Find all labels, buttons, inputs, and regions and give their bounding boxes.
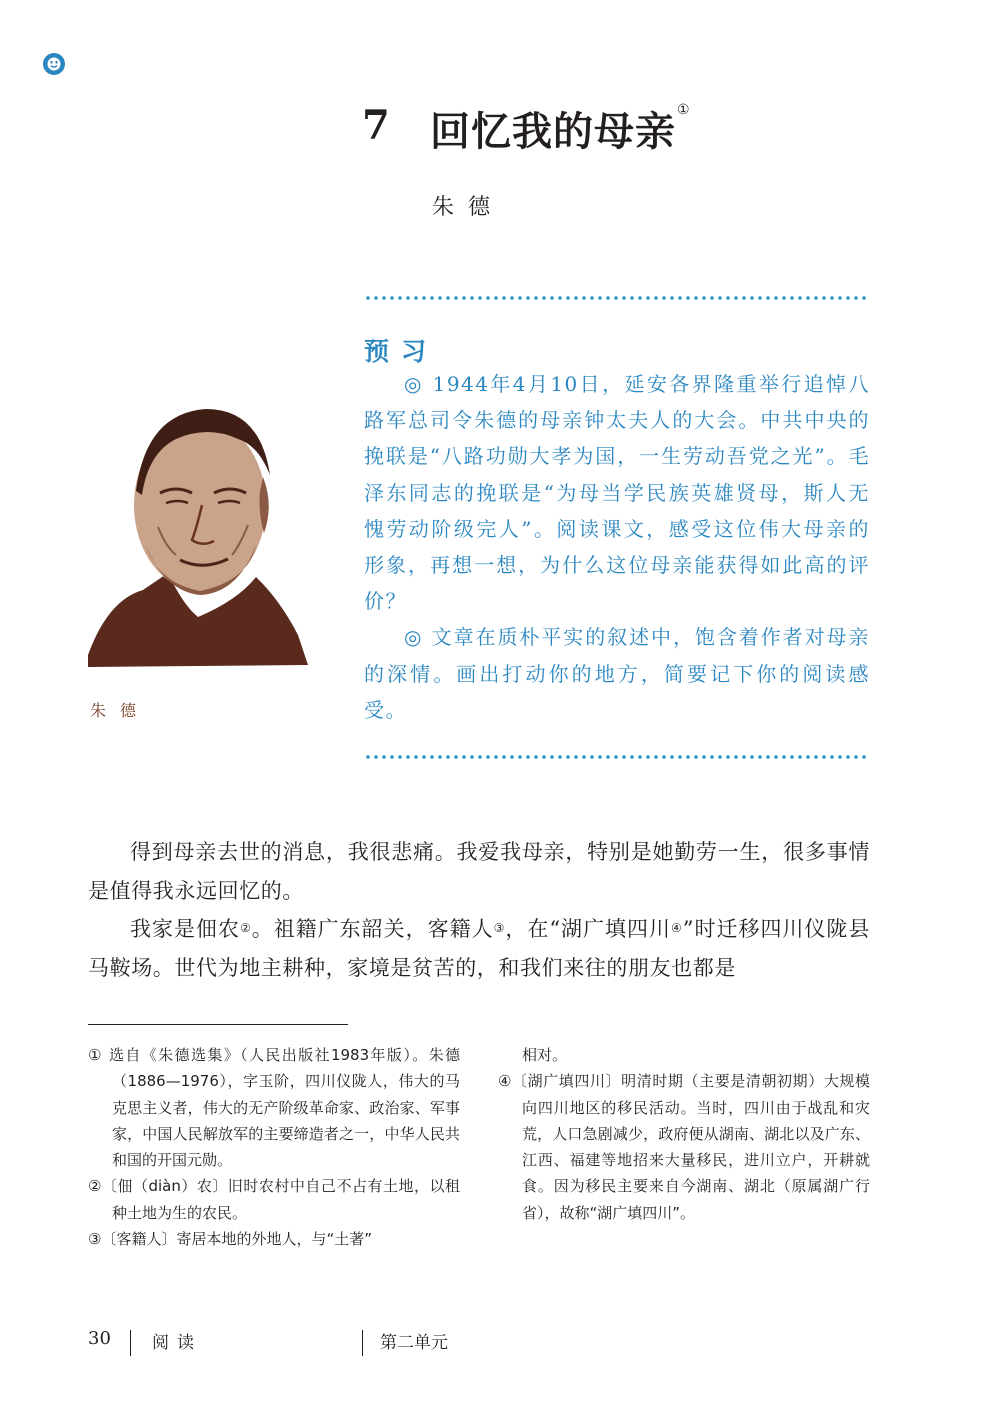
unit-label: 第二单元 (380, 1333, 448, 1353)
preview-top-divider (364, 296, 870, 300)
author-portrait (88, 395, 308, 675)
preview-heading: 预习 (364, 337, 439, 366)
smiley-face-icon (42, 52, 66, 76)
lesson-number: 7 (362, 102, 390, 149)
author-name: 朱德 (432, 195, 505, 220)
body-paragraph (88, 910, 870, 987)
lesson-title-text: 回忆我的母亲 (430, 108, 676, 155)
footer-separator (362, 1330, 363, 1356)
footnote-1: ① 选自《朱德选集》（人民出版社1983年版）。朱德（1886—1976），字玉阶，四川仪陇人，伟大的马克思主义者，伟大的无产阶级革命家、政治家、军事家，中国人民解放军的主要缔造者之一，中华人民共和国的开国元勋。 (88, 1046, 460, 1170)
footnotes-right-column (498, 1042, 870, 1226)
title-footnote-marker: ① (677, 102, 691, 118)
portrait-caption: 朱德 (90, 701, 151, 720)
text-run: ”时迁移四川仪陇县马鞍场。世代为地主耕种，家境是贫苦的，和我们来往的朋友也都是 (88, 917, 870, 980)
body-paragraph: 得到母亲去世的消息，我很悲痛。我爱我母亲，特别是她勤劳一生，很多事情是值得我永远回忆的。 (88, 840, 870, 903)
footnote-2: ②〔佃（diàn）农〕旧时农村中自己不占有土地，以租种土地为生的农民。 (88, 1177, 460, 1222)
preview-text (364, 366, 870, 728)
text-run: 我家是佃农 (130, 917, 240, 941)
lesson-title (430, 100, 691, 157)
preview-paragraph: ◎ 1944年4月10日，延安各界隆重举行追悼八路军总司令朱德的母亲钟太夫人的大会。中共中央的挽联是“八路功勋大孝为国，一生劳动吾党之光”。毛泽东同志的挽联是“为母当学民族英雄贤母，斯人无愧劳动阶级完人”。阅读课文，感受这位伟大母亲的形象，再想一想，为什么这位母亲能获得如此高的评价？ (364, 372, 870, 614)
footnote-ref: ③ (493, 921, 506, 935)
text-run: ，在“湖广填四川 (505, 917, 671, 941)
footnote-4: ④〔湖广填四川〕明清时期（主要是清朝初期）大规模向四川地区的移民活动。当时，四川由于战乱和灾荒，人口急剧减少，政府便从湖南、湖北以及广东、江西、福建等地招来大量移民，进川立户，开耕就食。因为移民主要来自今湖南、湖北（原属湖广行省），故称“湖广填四川”。 (498, 1072, 870, 1222)
preview-bottom-divider (364, 755, 870, 759)
footnotes-left-column (88, 1042, 460, 1252)
preview-paragraph: ◎ 文章在质朴平实的叙述中，饱含着作者对母亲的深情。画出打动你的地方，简要记下你的阅读感受。 (364, 625, 870, 722)
footnote-ref: ② (239, 921, 252, 935)
page-number: 30 (88, 1328, 111, 1349)
body-text (88, 833, 870, 987)
section-label: 阅读 (152, 1333, 202, 1353)
footnote-divider (88, 1024, 348, 1025)
footnote-3-continued: 相对。 (522, 1046, 568, 1064)
text-run: 。祖籍广东韶关，客籍人 (251, 917, 494, 941)
footer-separator (130, 1330, 131, 1356)
footnote-3: ③〔客籍人〕寄居本地的外地人，与“土著” (88, 1230, 372, 1249)
footnote-ref: ④ (671, 921, 683, 935)
